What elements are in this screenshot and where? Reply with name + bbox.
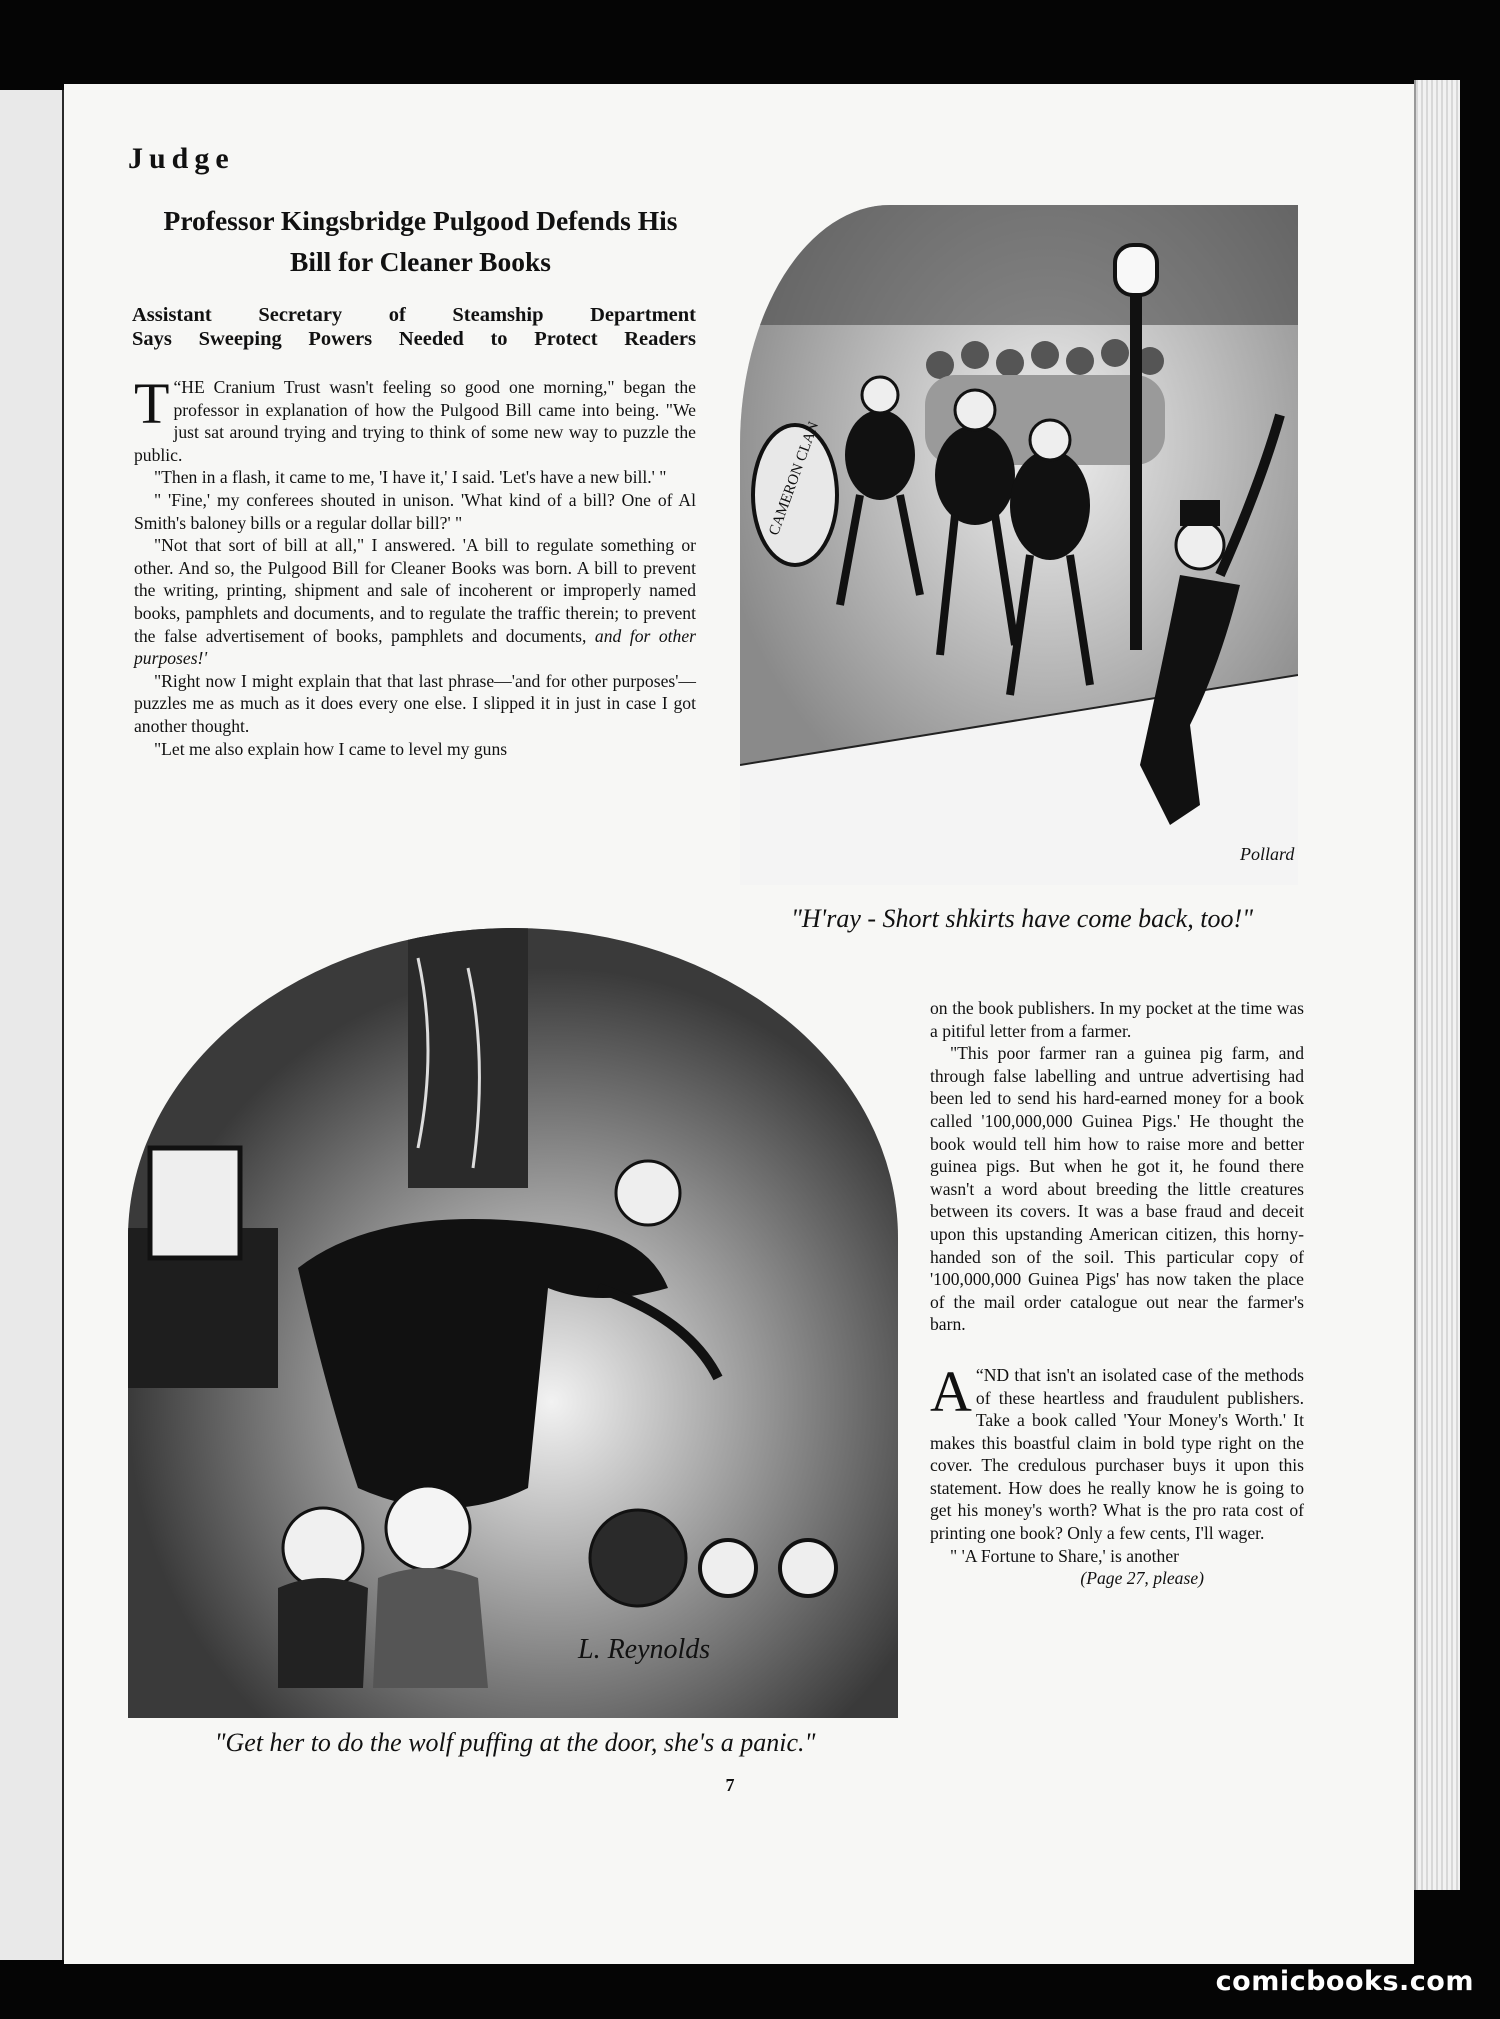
article-column-1 [134, 371, 696, 760]
masthead: Judge [128, 142, 235, 175]
article-paragraph: "This poor farmer ran a guinea pig farm, and through false labelling and untrue advertising had been led to send his hard-earned money for a book called '100,000,000 Guinea Pigs.' He thought the book would tell him how to raise more and better guinea pigs. But when he got it, he found there wasn't a word about breeding the little creatures between its covers. It was a base fraud and deceit upon this upstanding American citizen, this horny-handed son of the soil. This particular copy of '100,000,000 Guinea Pigs' has now taken the place of the mail order catalogue out near the farmer's barn. [930, 1043, 1304, 1335]
article-paragraph: "Not that sort of bill at all," I answered. 'A bill to regulate something or other. And so, the Pulgood Bill for Cleaner Books was born. A bill to prevent the writing, printing, shipment and sale of incoherent or improperly named books, pamphlets and documents, and to regulate the traffic therein; to prevent the false advertisement of books, pamphlets and documents, and for other purposes!' [134, 535, 696, 669]
drop-cap: T [134, 371, 170, 436]
cartoon-caption-top: "H'ray - Short shkirts have come back, too!" [790, 904, 1254, 933]
subhead-line-2: Says Sweeping Powers Needed to Protect Readers [132, 327, 696, 350]
subheadline [132, 304, 696, 351]
drum-lettering: CAMERON CLAN [766, 419, 823, 538]
article-paragraph: on the book publishers. In my pocket at the time was a pitiful letter from a farmer. [930, 998, 1304, 1041]
continuation-note: (Page 27, please) [1080, 1568, 1204, 1589]
drop-cap: A [930, 1358, 972, 1424]
headline-line-2: Bill for Cleaner Books [289, 246, 551, 278]
left-page-edge [0, 90, 66, 1960]
headline [128, 200, 713, 283]
cartoon-signature: L. Reynolds [578, 1634, 711, 1665]
article-paragraph: “ T HE Cranium Trust wasn't feeling so good one morning," began the professor in explanation of how the Pulgood Bill came into being. "We just sat around trying and trying to think of some new way to puzzle the public. [134, 371, 696, 465]
article-column-2 [930, 997, 1304, 1590]
cartoon-caption-bottom: "Get her to do the wolf puffing at the door, she's a panic." [214, 1728, 816, 1757]
page-stack-edge [1414, 80, 1460, 1890]
page-number: 7 [725, 1775, 735, 1795]
cartoon-parade-illustration [740, 205, 1298, 885]
article-paragraph: "Let me also explain how I came to level my guns [154, 738, 508, 759]
article-paragraph: " 'Fine,' my conferees shouted in unison. 'What kind of a bill? One of Al Smith's baloney bills or a regular dollar bill?' " [134, 489, 696, 533]
cartoon-signature: Pollard [1240, 844, 1295, 864]
subhead-line-1: Assistant Secretary of Steamship Department [132, 304, 696, 326]
headline-line-1: Professor Kingsbridge Pulgood Defends His [163, 205, 678, 236]
article-paragraph: “ A ND that isn't an isolated case of the methods of these heartless and fraudulent publishers. Take a book called 'Your Money's Worth.' It makes this boastful claim in bold type right on the cover. The credulous purchaser buys it upon this statement. How does he really know he is going to get his money's worth? What is the pro rata cost of printing one book? Only a few cents, I'll wager. [930, 1358, 1304, 1544]
article-paragraph: " 'A Fortune to Share,' is another [950, 1545, 1180, 1566]
cartoon-grandmother-illustration [128, 928, 898, 1718]
source-watermark: comicbooks.com [1215, 1966, 1474, 1997]
article-paragraph: "Then in a flash, it came to me, 'I have it,' I said. 'Let's have a new bill.' " [154, 467, 667, 488]
article-paragraph: "Right now I might explain that that last phrase—'and for other purposes'—puzzles me as much as it does every one else. I slipped it in just in case I got another thought. [134, 670, 696, 736]
